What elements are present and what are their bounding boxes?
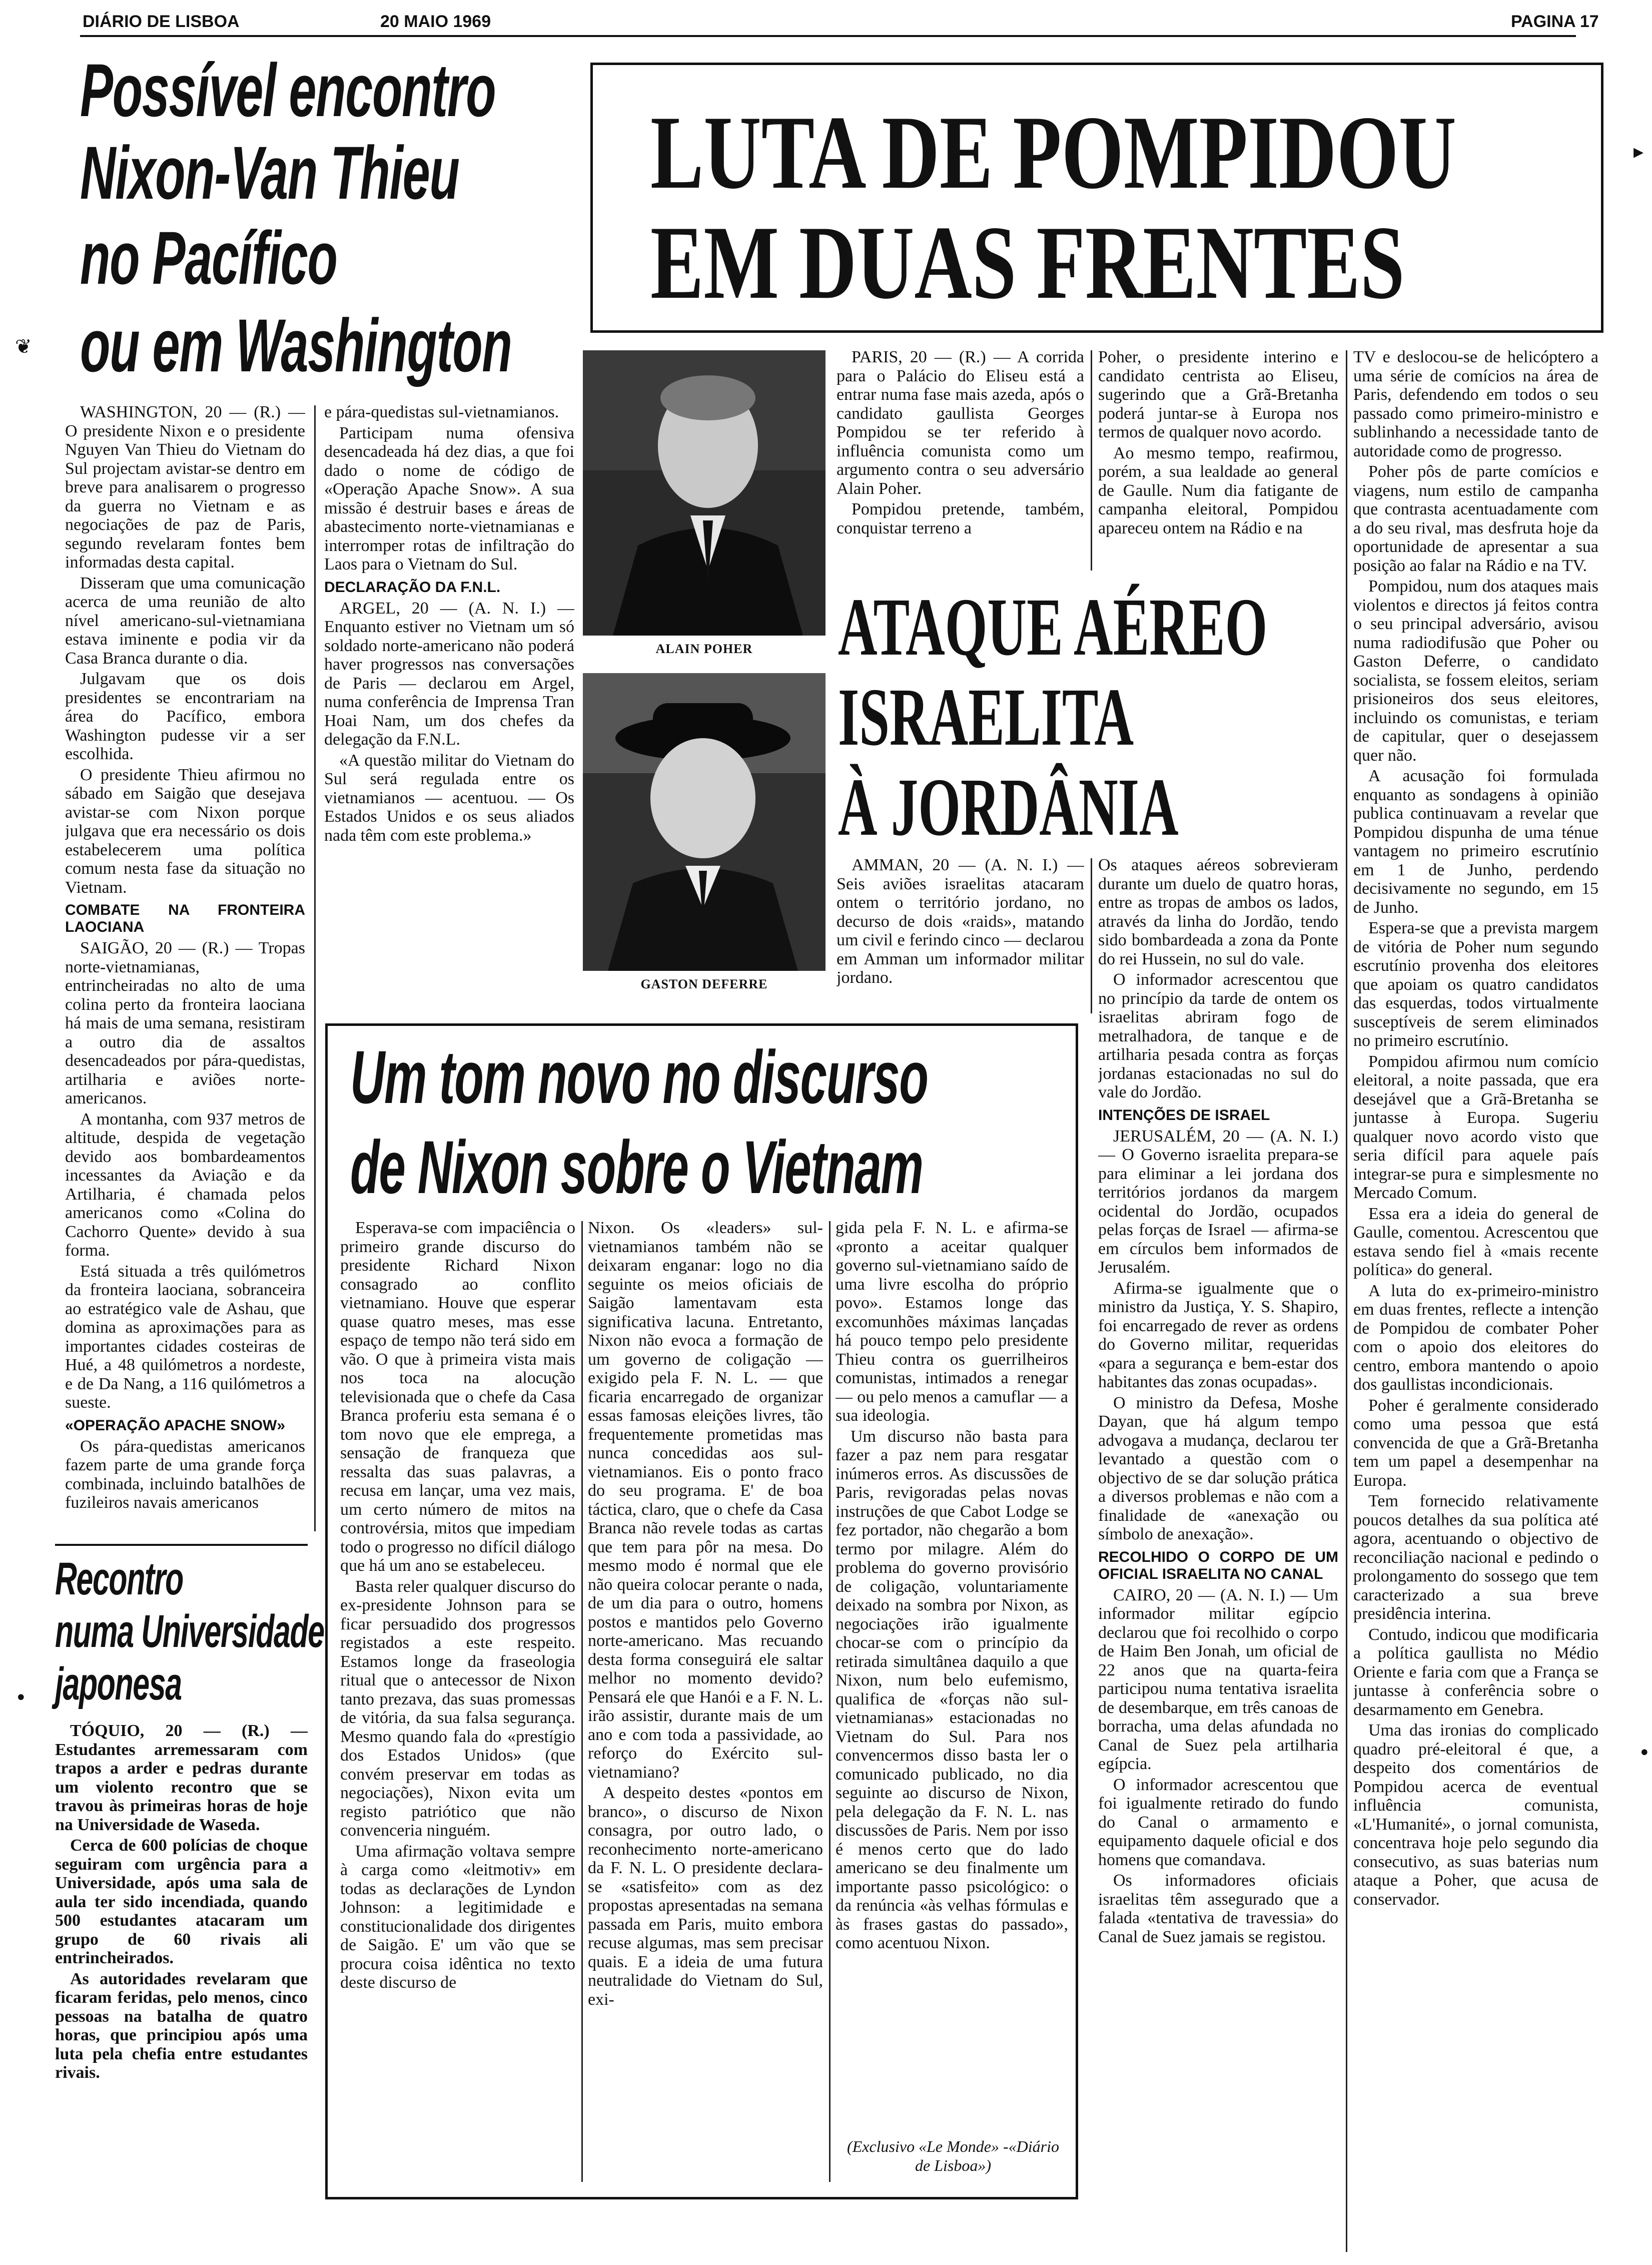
masthead-date: 20 MAIO 1969 <box>380 12 491 31</box>
nixon-headline-2: Nixon-Van Thieu <box>80 131 459 215</box>
paragraph: Está situada a três quilómetros da fronteira laociana, sobranceira ao estratégico vale de Ashau, que domina as aproximações para as importantes cidades costeiras de Hué, a 48 quilómetros a nordeste, e de Da Nang, a 116 quilómetros a sueste. <box>65 1262 305 1412</box>
paragraph: Esperava-se com impaciência o primeiro grande discurso do presidente Richard Nixon consagrado ao conflito vietnamiano. Houve que esperar quase quatro meses, mas esse espaço de tempo não terá sido em vão. O que à primeira vista mais nos toca na alocução televisionada que o chefe da Casa Branca proferiu esta semana é o tom novo que ele emprega, a sensação de franqueza que ressalta das suas palavras, a recusa em lançar, uma vez mais, um certo número de mitos na controvérsia, mitos que impediam todo o progresso no difícil diálogo que há um ano se estabeleceu. <box>340 1219 575 1575</box>
paragraph: e pára-quedistas sul-vietnamianos. <box>324 403 559 421</box>
caption-poher: ALAIN POHER <box>655 642 753 656</box>
israel-headline-3: À JORDÂNIA <box>838 761 1179 853</box>
discurso-headline-2: de Nixon sobre o Vietnam <box>350 1125 923 1209</box>
israel-headline-2: ISRAELITA <box>838 671 1134 763</box>
column-divider <box>581 1221 583 2182</box>
portrait-poher-image <box>583 350 825 636</box>
paragraph: JERUSALÉM, 20 — (A. N. I.) — O Governo israelita prepara-se para eliminar a lei jordana dos territórios jordanos da margem ocidental do Jordão, ocupados pelas forças de Israel — afirma-se em círculos bem informados de Jerusalém. <box>1098 1126 1338 1277</box>
column-divider <box>1091 858 1092 1013</box>
paragraph: Tem fornecido relativamente poucos detalhes da sua política até agora, acentuando o objectivo de reconciliação nacional e pedindo o prolongamento do sossego que tem caracterizado a sua breve presidência interina. <box>1353 1492 1598 1623</box>
discurso-headline-1: Um tom novo no discurso <box>350 1035 928 1119</box>
masthead-rule <box>80 35 1576 37</box>
paragraph: gida pela F. N. L. e afirma-se «pronto a aceitar qualquer governo sul-vietnamiano saído de uma livre escolha do próprio povo». Estamos longe das excomunhões máximas lançadas há pouco tempo pelo presidente Thieu contra os guerrilheiros comunistas, intimados a renegar — ou pelo menos a camuflar — a sua ideologia. <box>836 1219 1068 1425</box>
discurso-column-2 <box>588 1219 823 2184</box>
column-divider <box>314 405 316 1531</box>
paragraph: Poher, o presidente interino e candidato centrista ao Eliseu, sugerindo que a Grã-Bretanha poderá juntar-se à Europa nos termos de qualquer novo acordo. <box>1098 348 1338 441</box>
pompidou-column-2 <box>1098 348 1338 573</box>
paragraph: PARIS, 20 — (R.) — A corrida para o Palácio do Eliseu está a entrar numa fase mais azeda, após o candidato gaullista Georges Pompidou se ter referido à influência comunista como um argumento contra o seu adversário Alain Poher. <box>837 348 1084 498</box>
paragraph: Pompidou, num dos ataques mais violentos e directos já feitos contra o seu principal adversário, avisou numa radiodifusão que Poher ou Gaston Deferre, o candidato socialista, se fossem eleitos, seriam prisioneiros dos seus eleitores, incluindo os comunistas, e teriam de capitular, quer o desejassem quer não. <box>1353 577 1598 765</box>
paragraph: Pompidou afirmou num comício eleitoral, a noite passada, que era desejável que a Grã-Bretanha se juntasse à Europa. Sugeriu qualquer novo acordo visto que seria difícil para aquele país integrar-se pura e simplesmente no Mercado Comum. <box>1353 1052 1598 1202</box>
israel-column-1 <box>837 856 1084 1016</box>
paragraph: A montanha, com 937 metros de altitude, despida de vegetação devido aos bombardeamentos incessantes da Aviação e da Artilharia, é chamada pelos americanos como «Colina do Cachorro Quente» devido à sua forma. <box>65 1109 305 1260</box>
paragraph: Uma das ironias do complicado quadro pré-eleitoral é que, a despeito dos comentários de Pompidou acerca de eventual influência comunista, «L'Humanité», o jornal comunista, concentrava hoje pelo segundo dia consecutivo, as suas baterias num ataque a Poher, que acusa de conservador. <box>1353 1721 1598 1909</box>
margin-mark-4: • <box>1638 1742 1650 1765</box>
paragraph: Os informadores oficiais israelitas têm assegurado que a falada «tentativa de travessia» do Canal de Suez jamais se registou. <box>1098 1871 1338 1946</box>
column-divider <box>1346 350 1347 2252</box>
paragraph: «A questão militar do Vietnam do Sul será regulada entre os vietnamianos — acentuou. — Os Estados Unidos e os seus aliados nada têm com este problema.» <box>324 751 574 845</box>
israel-column-2 <box>1098 856 1338 2197</box>
paragraph: WASHINGTON, 20 — (R.) — O presidente Nixon e o presidente Nguyen Van Thieu do Vietnam do Sul projectam avistar-se dentro em breve para analisarem o progresso da guerra no Vietnam e as negociações de paz de Paris, segundo revelaram fontes bem informadas desta capital. <box>65 403 305 572</box>
paragraph: CAIRO, 20 — (A. N. I.) — Um informador militar egípcio declarou que foi recolhido o corpo de Haim Ben Jonah, um oficial de 22 anos que na quarta-feira participou numa tentativa israelita de desembarque, em três canoas de borracha, uma delas afundada no Canal de Suez pela artilharia egípcia. <box>1098 1585 1338 1773</box>
margin-mark-1: ❦ <box>15 335 32 358</box>
paragraph: A luta do ex-primeiro-ministro em duas frentes, reflecte a intenção de Pompidou de combater Poher com o apoio dos eleitores do centro, embora mantendo o apoio dos gaullistas incondicionais. <box>1353 1281 1598 1394</box>
paragraph: TÓQUIO, 20 — (R.) — Estudantes arremessaram com trapos a arder e pedras durante um violento recontro que se travou às primeiras horas de hoje na Universidade de Waseda. <box>55 1722 308 1834</box>
subheading-recolhido: RECOLHIDO O CORPO DE UM OFICIAL ISRAELITA NO CANAL <box>1098 1548 1338 1582</box>
paragraph: Afirma-se igualmente que o ministro da Justiça, Y. S. Shapiro, foi encarregado de rever as ordens do Governo militar, requeridas «para a segurança e bem-estar dos habitantes das zonas ocupadas». <box>1098 1279 1338 1391</box>
paragraph: Os pára-quedistas americanos fazem parte de uma grande força combinada, incluindo batalhões de fuzileiros navais americanos <box>65 1437 305 1512</box>
paragraph: O informador acrescentou que no princípio da tarde de ontem os israelitas abriram fogo de metralhadora, de tanque e de artilharia pesada contra as forças jordanas estacionadas no sul do vale do Jordão. <box>1098 970 1338 1101</box>
discurso-credit: (Exclusivo «Le Monde» -«Diário de Lisboa») <box>847 2137 1059 2174</box>
margin-mark-2: ▸ <box>1633 140 1644 163</box>
paragraph: As autoridades revelaram que ficaram feridas, pelo menos, cinco pessoas na batalha de quatro horas, que principiou após uma luta pela chefia entre estudantes rivais. <box>55 1969 308 2082</box>
paragraph: Disseram que uma comunicação acerca de uma reunião de alto nível americano-sul-vietnamiana estava iminente e podia vir da Casa Branca durante o dia. <box>65 574 305 668</box>
nixon-headline-3: no Pacífico <box>80 216 337 300</box>
paragraph: TV e deslocou-se de helicóptero a uma série de comícios na área de Paris, defendendo em todos o seu passado como primeiro-ministro e sublinhando a necessidade tanto de autoridade como de progresso. <box>1353 348 1598 460</box>
universidade-headline-1: Recontro <box>55 1553 183 1604</box>
paragraph: Ao mesmo tempo, reafirmou, porém, a sua lealdade ao general de Gaulle. Num dia fatigante de campanha eleitoral, Pompidou apareceu ontem na Rádio e na <box>1098 443 1338 537</box>
nixon-headline-1: Possível encontro <box>80 48 496 132</box>
pompidou-column-3 <box>1353 348 1598 2199</box>
subheading-intencoes: INTENÇÕES DE ISRAEL <box>1098 1106 1270 1123</box>
photo-gaston-deferre <box>583 673 825 971</box>
subheading-apache-snow: «OPERAÇÃO APACHE SNOW» <box>65 1417 286 1434</box>
paragraph: Julgavam que os dois presidentes se encontrariam na área do Pacífico, embora Washington pudesse vir a ser escolhida. <box>65 670 305 763</box>
margin-mark-3: • <box>15 1686 27 1710</box>
page-number: PAGINA 17 <box>1511 12 1599 31</box>
paragraph: Uma afirmação voltava sempre à carga como «leitmotiv» em todas as declarações de Lyndon Johnson: a legitimidade e constitucionalidade dos dirigentes de Saigão. E' um vão que se procura coisa idêntica no texto deste discurso de <box>340 1842 575 1992</box>
section-rule <box>55 1544 308 1546</box>
masthead-paper: DIÁRIO DE LISBOA <box>83 12 240 31</box>
paragraph: O ministro da Defesa, Moshe Dayan, que há algum tempo advogava a mudança, declarou ter levantado a questão com o objectivo de se dar solução prática a diversos problemas e não com a finalidade de «anexação ou símbolo de anexação». <box>1098 1393 1338 1543</box>
subheading-fnl: DECLARAÇÃO DA F.N.L. <box>324 579 501 596</box>
paragraph: AMMAN, 20 — (A. N. I.) — Seis aviões israelitas atacaram ontem o território jordano, no decurso de dois «raids», matando um civil e ferindo cinco — declarou em Amman um informador militar jordano. <box>837 856 1084 987</box>
column-divider <box>829 1221 831 2182</box>
nixon-column-1 <box>65 403 305 1529</box>
discurso-column-3 <box>836 1219 1068 2129</box>
universidade-headline-2: numa Universidade <box>55 1606 324 1657</box>
paragraph: A acusação foi formulada enquanto as sondagens à opinião publica continuavam a revelar que Pompidou dispunha de uma ténue vantagem no primeiro escrutínio em 1 de Junho, perdendo decisivamente no segundo, em 15 de Junho. <box>1353 767 1598 917</box>
column-divider <box>1091 350 1092 571</box>
caption-deferre: GASTON DEFERRE <box>640 977 768 991</box>
photo-alain-poher <box>583 350 825 636</box>
subheading-fronteira: COMBATE NA FRONTEIRA LAOCIANA <box>65 902 305 935</box>
paragraph: Pompidou pretende, também, conquistar terreno a <box>837 500 1084 537</box>
paragraph: Nixon. Os «leaders» sul-vietnamianos também não se deixaram enganar: logo no dia seguinte os meios oficiais de Saigão lamentavam esta significativa lacuna. Entretanto, Nixon não evoca a formação de um governo de coligação — exigido pela F. N. L. — que ficaria encarregado de organizar essas famosas eleições livres, tão frequentemente prometidas mas nunca concedidas aos sul-vietnamianos. Eis o ponto fraco do seu programa. E' de boa táctica, claro, que o chefe da Casa Branca não revele todas as cartas que tem para pôr na mesa. Do mesmo modo é normal que ele não queira colocar perante o nada, de um dia para o outro, homens postos e mantidos pelo Governo norte-americano. Mas recuando desta forma conseguirá ele saltar melhor no momento devido? Pensará ele que Hanói e a F. N. L. irão assistir, durante mais de um ano e com toda a passividade, ao reforço do Exército sul-vietnamiano? <box>588 1219 823 1782</box>
portrait-deferre-image <box>583 673 825 971</box>
paragraph: Essa era a ideia do general de Gaulle, comentou. Acrescentou que estava sendo fiel à «mais recente política» do general. <box>1353 1204 1598 1279</box>
nixon-column-2 <box>324 403 574 998</box>
discurso-column-1 <box>340 1219 575 2184</box>
paragraph: Poher é geralmente considerado como uma pessoa que está convencida de que a Grã-Bretanha tem um papel a desempenhar na Europa. <box>1353 1396 1598 1490</box>
paragraph: Um discurso não basta para fazer a paz nem para resgatar inúmeros erros. As discussões de Paris, revigoradas pelas novas instruções de que Cabot Lodge se fez portador, não chegarão a bom termo por milagre. Além do problema do governo provisório de coligação, voluntariamente deixado na sombra por Nixon, as negociações irão igualmente chocar-se com o princípio da retirada simultânea daquilo a que Nixon, num belo eufemismo, qualifica de «forças não sul-vietnamianas» estacionadas no Vietnam do Sul. Para nos convencermos disso basta ler o comunicado publicado, no dia seguinte ao discurso de Nixon, pela delegação da F. N. L. nas discussões de Paris. Nem por isso é menos certo que do lado americano se deu finalmente um importante passo psicológico: o da renúncia «às velhas fórmulas e às frases gastas do passado», como acentuou Nixon. <box>836 1427 1068 1952</box>
paragraph: ARGEL, 20 — (A. N. I.) — Enquanto estiver no Vietnam um só soldado norte-americano não poderá haver progressos nas conversações de Paris — declarou em Argel, numa conferência de Imprensa Tran Hoai Nam, um dos chefes da delegação da F.N.L. <box>324 599 574 749</box>
paragraph: Poher pôs de parte comícios e viagens, num estilo de campanha que contrasta acentuadamente com a do seu rival, mas desfruta hoje da oportunidade de apresentar a sua posição ao falar na Rádio e na TV. <box>1353 462 1598 575</box>
pompidou-headline-2: EM DUAS FRENTES <box>650 205 1405 321</box>
paragraph: Basta reler qualquer discurso do ex-presidente Johnson para se ficar persuadido dos progressos registados a este respeito. Estamos longe da fraseologia ritual que o antecessor de Nixon tanto prezava, das suas promessas de vitória, da sua falsa segurança. Mesmo quando fala do «prestígio dos Estados Unidos» (que convém preservar em todas as negociações), Nixon evita um registo patriótico que não convenceria ninguém. <box>340 1577 575 1840</box>
pompidou-column-1 <box>837 348 1084 573</box>
paragraph: Cerca de 600 polícias de choque seguiram com urgência para a Universidade, após uma sala de aula ter sido incendiada, quando 500 estudantes atacaram um grupo de 60 rivais ali entrincheirados. <box>55 1836 308 1967</box>
paragraph: O presidente Thieu afirmou no sábado em Saigão que desejava avistar-se com Nixon porque julgava que era necessário os dois estabelecerem uma política comum nesta fase da situação no Vietnam. <box>65 765 305 897</box>
universidade-column <box>55 1722 308 2202</box>
paragraph: Participam numa ofensiva desencadeada há dez dias, a que foi dado o nome de código de «Operação Apache Snow». A sua missão é destruir bases e áreas de abastecimento norte-vietnamianas e interromper rotas de infiltração do Laos para o Vietnam do Sul. <box>324 423 574 574</box>
paragraph: Espera-se que a prevista margem de vitória de Poher num segundo escrutínio provenha dos eleitores que apoiam os quatro candidatos das esquerdas, todos virtualmente susceptíveis de serem eliminados no primeiro escrutínio. <box>1353 919 1598 1050</box>
paragraph: SAIGÃO, 20 — (R.) — Tropas norte-vietnamianas, entrincheiradas no alto de uma colina perto da fronteira laociana há mais de uma semana, resistiram a outro dia de assaltos desencadeados por pára-quedistas, artilharia e aviões norte-americanos. <box>65 939 305 1107</box>
paragraph: Os ataques aéreos sobrevieram durante um duelo de quatro horas, entre as tropas de ambos os lados, através da linha do Jordão, tendo sido bombardeada a zona da Ponte do rei Hussein, no sul do vale. <box>1098 856 1338 968</box>
paragraph: O informador acrescentou que foi igualmente retirado do fundo do Canal o armamento e equipamento daquele oficial e dos homens que comandava. <box>1098 1775 1338 1869</box>
universidade-headline-3: japonesa <box>55 1658 182 1710</box>
paragraph: A despeito destes «pontos em branco», o discurso de Nixon consagra, por outro lado, o reconhecimento norte-americano da F. N. L. O presidente declara-se «satisfeito» com as dez propostas apresentadas na semana passada em Paris, muito embora recuse algumas, mas sem precisar quais. E a ideia de uma futura neutralidade do Vietnam do Sul, exi- <box>588 1784 823 2009</box>
pompidou-headline-1: LUTA DE POMPIDOU <box>650 95 1456 211</box>
israel-headline-1: ATAQUE AÉREO <box>838 581 1268 673</box>
paragraph: Contudo, indicou que modificaria a política gaullista no Médio Oriente e faria com que a França se juntasse à conferência sobre o desarmamento em Genebra. <box>1353 1625 1598 1719</box>
nixon-headline-4: ou em Washington <box>80 303 512 387</box>
